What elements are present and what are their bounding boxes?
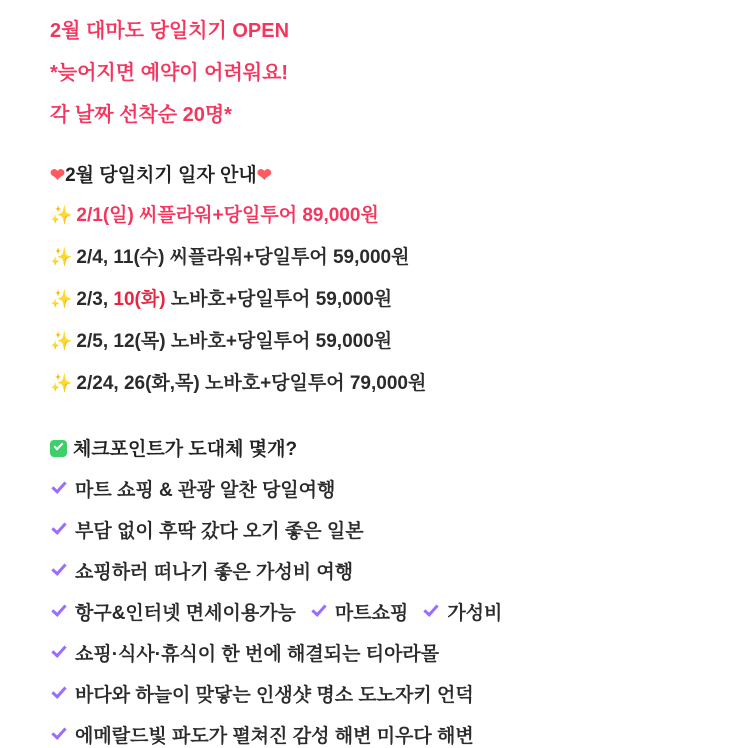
schedule-title xyxy=(50,160,748,187)
spacer-header-schedule xyxy=(50,140,748,160)
checkpoints-title xyxy=(50,434,748,461)
header-line-1: 2월 대마도 당일치기 OPEN xyxy=(50,20,290,42)
schedule-row-3-part-3: 노바호+당일투어 59,000원 xyxy=(165,289,393,310)
purple-check-icon-4 xyxy=(50,604,72,620)
checkpoint-row-4-text-3: 가성비 xyxy=(447,603,503,624)
checkpoint-row-5 xyxy=(50,639,748,666)
purple-check-icon-1 xyxy=(50,481,72,497)
schedule-row-3-part-1: 2/3, xyxy=(76,289,114,310)
checkpoint-row-5-text: 쇼핑·식사·휴식이 한 번에 해결되는 티아라몰 xyxy=(75,644,440,665)
schedule-row-1 xyxy=(50,200,748,227)
checkpoint-row-3-text: 쇼핑하러 떠나기 좋은 가성비 여행 xyxy=(75,562,354,583)
checkpoint-row-1-text: 마트 쇼핑 & 관광 알찬 당일여행 xyxy=(75,480,336,501)
checkpoint-row-4 xyxy=(50,598,748,625)
schedule-row-2 xyxy=(50,242,748,269)
header-block xyxy=(50,14,748,127)
checkpoints-title-text: 체크포인트가 도대체 몇개? xyxy=(73,439,298,460)
purple-check-icon-8 xyxy=(50,686,72,702)
sparkle-icon-2: ✨ xyxy=(50,247,73,267)
header-line-2: *늦어지면 예약이 어려워요! xyxy=(50,62,289,84)
purple-check-icon-7 xyxy=(50,645,72,661)
schedule-row-4-text: 2/5, 12(목) 노바호+당일투어 59,000원 xyxy=(76,331,393,352)
purple-check-icon-5 xyxy=(310,604,332,620)
checkpoint-row-2 xyxy=(50,516,748,543)
purple-check-icon-6 xyxy=(422,604,444,620)
checkpoints-block xyxy=(50,434,748,748)
sparkle-icon-3: ✨ xyxy=(50,289,73,309)
sparkle-icon-4: ✨ xyxy=(50,331,73,351)
schedule-row-4 xyxy=(50,326,748,353)
checkpoint-row-3 xyxy=(50,557,748,584)
schedule-row-3 xyxy=(50,284,748,311)
header-line-3: 각 날짜 선착순 20명* xyxy=(50,104,232,126)
checkpoint-row-7 xyxy=(50,721,748,748)
schedule-row-5-text: 2/24, 26(화,목) 노바호+당일투어 79,000원 xyxy=(76,373,427,394)
heart-icon-right: ❤ xyxy=(256,165,272,185)
checkpoint-row-7-text: 에메랄드빛 파도가 펼쳐진 감성 해변 미우다 해변 xyxy=(75,726,474,747)
purple-check-icon-3 xyxy=(50,563,72,579)
schedule-row-1-text: 2/1(일) 씨플라워+당일투어 89,000원 xyxy=(76,205,379,226)
green-check-box-icon xyxy=(50,440,67,457)
schedule-title-text: 2월 당일치기 일자 안내 xyxy=(65,165,257,186)
schedule-block xyxy=(50,160,748,395)
schedule-row-2-text: 2/4, 11(수) 씨플라워+당일투어 59,000원 xyxy=(76,247,410,268)
sparkle-icon-5: ✨ xyxy=(50,373,73,393)
purple-check-icon-9 xyxy=(50,727,72,743)
schedule-row-3-part-2: 10(화) xyxy=(113,289,166,310)
checkpoint-row-4-text-2: 마트쇼핑 xyxy=(334,603,409,624)
schedule-row-5 xyxy=(50,368,748,395)
spacer-schedule-checkpoints xyxy=(50,410,748,434)
checkpoint-row-6-text: 바다와 하늘이 맞닿는 인생샷 명소 도노자키 언덕 xyxy=(75,685,474,706)
checkpoint-row-2-text: 부담 없이 후딱 갔다 오기 좋은 일본 xyxy=(75,521,364,542)
purple-check-icon-2 xyxy=(50,522,72,538)
sparkle-icon-1: ✨ xyxy=(50,205,73,225)
heart-icon-left: ❤ xyxy=(50,165,66,185)
checkpoint-row-1 xyxy=(50,475,748,502)
checkpoint-row-4-text: 항구&인터넷 면세이용가능 xyxy=(75,603,296,624)
checkpoint-row-6 xyxy=(50,680,748,707)
